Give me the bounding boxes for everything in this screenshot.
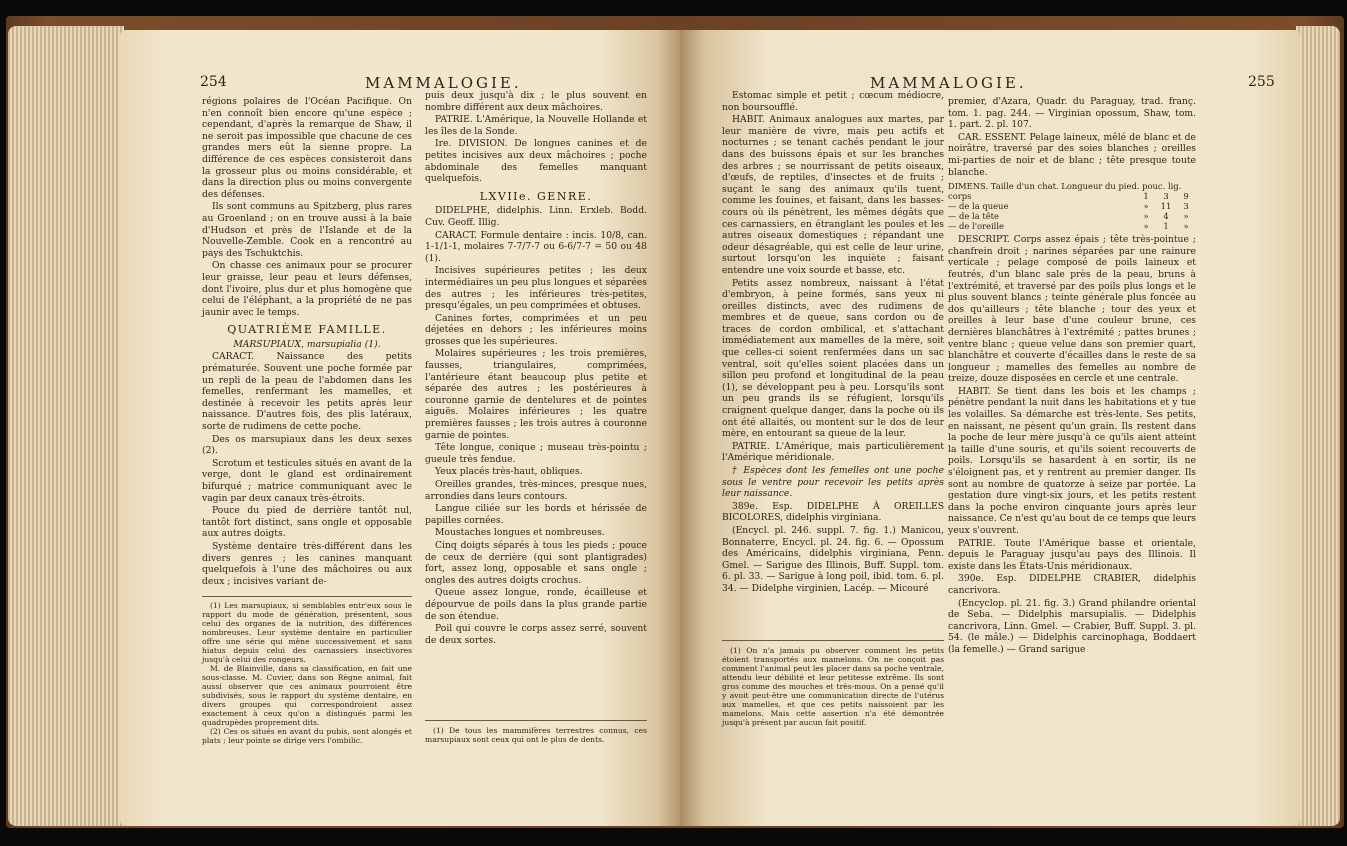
paragraph: CAR. ESSENT. Pelage laineux, mêlé de blanc et de noirâtre, traversé par des soies blanches ; oreilles mi-parties de noir et de blanc ; tête presque toute blanche.	[948, 131, 1196, 178]
left-col-1-footnotes	[202, 601, 412, 745]
paragraph: Molaires supérieures ; les trois premières, fausses, triangulaires, comprimées, l'antérieure étant beaucoup plus petite et séparée des autres ; les postérieures à couronne garnie de dentelures et de pointes aiguës. Molaires inférieures ; les quatre premières fausses ; les trois autres à couronne garnie de pointes.	[425, 348, 647, 441]
left-page-number: 254	[200, 74, 227, 90]
paragraph: Système dentaire très-différent dans les divers genres ; les canines manquant quelquefois à l'une des mâchoires ou aux deux ; incisives variant de-	[202, 540, 412, 587]
family-heading: QUATRIÈME FAMILLE.	[227, 323, 387, 337]
dimensions-table	[948, 181, 1196, 231]
footnote-rule	[202, 596, 412, 597]
right-col-1-footnotes	[722, 646, 944, 727]
paragraph: † Espèces dont les femelles ont une poche sous le ventre pour recevoir les petits après leur naissance.	[722, 465, 944, 500]
paragraph: CARACT. Naissance des petits prématurée. Souvent une poche formée par un repli de la peau de l'abdomen dans les femelles, renfermant les mamelles, et destinée à recevoir les petits après leur naissance. D'autres fois, des plis latéraux, sorte de rudimens de cette poche.	[202, 351, 412, 433]
paragraph: DIDELPHE, didelphis. Linn. Erxleb. Bodd. Cuv. Geoff. Illig.	[425, 205, 647, 228]
paragraph: Oreilles grandes, très-minces, presque nues, arrondies dans leurs contours.	[425, 479, 647, 502]
right-page	[680, 30, 1300, 826]
paragraph: Moustaches longues et nombreuses.	[435, 527, 605, 539]
paragraph: Canines fortes, comprimées et un peu déjetées en dehors ; les inférieures moins grosses que les supérieures.	[425, 312, 647, 347]
footnote: (2) Ces os situés en avant du pubis, sont alongés et plats ; leur pointe se dirige vers l'ombilic.	[202, 727, 412, 745]
paragraph: Poil qui couvre le corps assez serré, souvent de deux sortes.	[425, 623, 647, 646]
dimensions-title: DIMENS. Taille d'un chat. Longueur du pied. pouc. lig.	[948, 181, 1182, 192]
paragraph: Des os marsupiaux dans les deux sexes (2).	[202, 433, 412, 457]
dimensions-row: — de la queue » 11 3	[948, 201, 1189, 212]
paragraph: Scrotum et testicules situés en avant de la verge, dont le gland est ordinairement bifurqué ; matrice communiquant avec le vagin par deux canaux très-étroits.	[202, 457, 412, 504]
species-heading: 389e. Esp. DIDELPHE À OREILLES BICOLORES, didelphis virginiana.	[722, 500, 944, 524]
paragraph: premier, d'Azara, Quadr. du Paraguay, trad. franç. tom. 1. pag. 244. — Virginian opossum, Shaw, tom. 1. part. 2. pl. 107.	[948, 96, 1196, 131]
paragraph: PATRIE. L'Amérique, mais particulièrement l'Amérique méridionale.	[722, 440, 944, 464]
paragraph: Pouce du pied de derrière tantôt nul, tantôt fort distinct, sans ongle et opposable aux autres doigts.	[202, 505, 412, 540]
paragraph: Petits assez nombreux, naissant à l'état d'embryon, à peine formés, sans yeux ni oreilles distincts, avec des rudimens de membres et de queue, sans cordon ou de traces de cordon ombilical, et s'attachant immédiatement aux mamelles de la mère, soit que celles-ci soient renfermées dans un sac ventral, soit qu'elles soient placées dans un sillon peu profond et longitudinal de la peau (1), se développant peu à peu. Lorsqu'ils sont un peu grands ils se réfugient, lorsqu'ils craignent quelque danger, dans la poche où ils ont été allaités, ou montent sur le dos de leur mère, en entourant sa queue de la leur.	[722, 277, 944, 440]
paragraph: régions polaires de l'Océan Pacifique. On n'en connoît bien encore qu'une espèce ; cependant, d'après la remarque de Shaw, il ne seroit pas impossible que chacune de ces grandes mers eût la sienne propre. La différence de ces espèces consisteroit dans la grosseur plus ou moins considérable, et dans la direction plus ou moins convergente des défenses.	[202, 96, 412, 200]
paragraph: HABIT. Se tient dans les bois et les champs ; pénètre pendant la nuit dans les habitations et y tue les volailles. Sa démarche est très-lente. Ses petits, en naissant, ne pèsent qu'un grain. Ils restent dans la poche de leur mère jusqu'à ce qu'ils aient atteint la taille d'une souris, et qu'ils soient recouverts de poils. Lorsqu'ils se hasardent à en sortir, ils ne s'éloignent pas, et y rentrent au premier danger. Ils sont au nombre de quatorze à seize par portée. La gestation dure vingt-six jours, et les petits restent dans la poche environ cinquante jours après leur naissance. Ce n'est qu'au bout de ce temps que leurs yeux s'ouvrent.	[948, 385, 1196, 536]
genus-heading: LXVIIe. GENRE.	[479, 189, 593, 203]
dimensions-row: — de la tête » 4 »	[948, 211, 1189, 222]
paragraph: Ire. DIVISION. De longues canines et de petites incisives aux deux mâchoires ; poche abdominale des femelles manquant quelquefois.	[425, 138, 647, 185]
paragraph: On chasse ces animaux pour se procurer leur graisse, leur peau et leurs défenses, dont l'ivoire, plus dur et plus homogène que celui de l'éléphant, a la propriété de ne pas jaunir avec le temps.	[202, 260, 412, 318]
paragraph: PATRIE. Toute l'Amérique basse et orientale, depuis le Paraguay jusqu'au pays des Illinois. Il existe dans les États-Unis méridionaux.	[948, 537, 1196, 572]
paragraph: Ils sont communs au Spitzberg, plus rares au Groenland ; on en trouve aussi à la baie d'Hudson et près de l'Islande et de la Nouvelle-Zemble. Cook en a rencontré au pays des Tschuktchis.	[202, 201, 412, 259]
paragraph: Cinq doigts séparés à tous les pieds ; pouce de ceux de derrière (qui sont plantigrades) fort, assez long, opposable et sans ongle ; ongles des autres doigts crochus.	[425, 539, 647, 586]
paragraph: Incisives supérieures petites ; les deux intermédiaires un peu plus longues et séparées des autres ; les inférieures très-petites, presqu'égales, un peu comprimées et obtuses.	[425, 265, 647, 312]
paragraph: Estomac simple et petit ; cœcum médiocre, non boursoufflé.	[722, 90, 944, 113]
footnote: (1) De tous les mammifères terrestres connus, ces marsupiaux sont ceux qui ont le plus de dents.	[425, 726, 647, 744]
left-page-header: MAMMALOGIE.	[365, 74, 522, 92]
paragraph: HABIT. Animaux analogues aux martes, par leur manière de vivre, mais peu actifs et nocturnes ; se tenant cachés pendant le jour dans des buissons épais et sur les branches des arbres ; se nourrissant de petits oiseaux, d'œufs, de reptiles, d'insectes et de fruits ; suçant le sang des animaux qu'ils tuent, comme les fouines, et faisant, dans les basses-cours où ils pénètrent, les mêmes dégâts que ces carnassiers, en étranglant les poules et les autres oiseaux domestiques ; répandant une odeur désagréable, qui est celle de leur urine, surtout lorsqu'on les inquiète ; faisant entendre une voix sourde et basse, etc.	[722, 114, 944, 276]
paragraph: Yeux placés très-haut, obliques.	[435, 466, 583, 478]
paragraph: PATRIE. L'Amérique, la Nouvelle Hollande et les îles de la Sonde.	[425, 114, 647, 137]
right-col-1	[722, 90, 944, 596]
species-heading: 390e. Esp. DIDELPHE CRABIER, didelphis cancrivora.	[948, 573, 1196, 596]
left-page	[120, 30, 680, 826]
footnote-rule	[425, 720, 647, 721]
paragraph: DESCRIPT. Corps assez épais ; tête très-pointue ; chanfrein droit ; narines séparées par une rainure verticale ; pelage composé de poils laineux et feutrés, d'un blanc sale près de la peau, bruns à l'extrémité, et traversé par des poils plus longs et le plus souvent blancs ; teinte générale plus foncée au dos qu'ailleurs ; tête blanche ; tour des yeux et oreilles à leur base d'une couleur brune, ces dernières blanchâtres à l'extrémité ; pattes brunes ; ventre blanc ; queue velue dans son premier quart, blanchâtre et couverte d'écailles dans le reste de sa longueur ; mamelles des femelles au nombre de treize, douze disposées en cercle et une centrale.	[948, 234, 1196, 385]
footnote: M. de Blainville, dans sa classification, en fait une sous-classe. M. Cuvier, dans son Règne animal, fait aussi observer que ces animaux pourroient être subdivisés, sous le rapport du système dentaire, en divers groupes qui correspondroient assez exactement à ceux qu'on a distingués parmi les quadrupèdes proprement dits.	[202, 664, 412, 727]
left-page-edges	[8, 26, 124, 826]
left-col-1	[202, 96, 412, 588]
left-col-2-footnotes	[425, 726, 647, 744]
footnote-rule	[722, 640, 944, 641]
paragraph: Langue ciliée sur les bords et hérissée de papilles cornées.	[425, 503, 647, 526]
footnote: (1) Les marsupiaux, si semblables entr'eux sous le rapport du mode de génération, présentent, sous celui des organes de la nutrition, des différences nombreuses. Leur système dentaire en particulier offre une série qui mène successivement et sans hiatus depuis celui des carnassiers insectivores jusqu'à celui des rongeurs.	[202, 601, 412, 664]
family-subheading: MARSUPIAUX, marsupialia (1).	[233, 338, 381, 350]
left-col-2	[425, 90, 647, 647]
right-page-edges	[1296, 26, 1340, 826]
paragraph: Tête longue, conique ; museau très-pointu ; gueule très fendue.	[425, 442, 647, 465]
paragraph: CARACT. Formule dentaire : incis. 10/8, can. 1-1/1-1, molaires 7-7/7-7 ou 6-6/7-7 = 50 ou 48 (1).	[425, 229, 647, 264]
right-col-2	[926, 96, 1196, 657]
paragraph: puis deux jusqu'à dix ; le plus souvent en nombre différent aux deux mâchoires.	[425, 90, 647, 113]
paragraph: (Encycl. pl. 246. suppl. 7. fig. 1.) Manicou, Bonnaterre, Encycl. pl. 24. fig. 6. — Opossum des Américains, didelphis virginiana, Penn. Gmel. — Sarigue des Illinois, Buff. Suppl. tom. 6. pl. 33. — Sarigue à long poil, ibid. tom. 6. pl. 34. — Didelphe virginien, Lacép. — Micouré	[722, 524, 944, 594]
footnote: (1) On n'a jamais pu observer comment les petits étoient transportés aux mamelons. On ne conçoit pas comment l'animal peut les placer dans sa poche ventrale, attendu leur débilité et leur petitesse extrême. Ils sont gros comme des mouches et très-mous. On a pensé qu'il y avoit peut-être une communication directe de l'utérus aux mamelles, et que ces petits naissoient par les mamelons. Mais cette assertion n'a été démontrée jusqu'à présent par aucun fait positif.	[722, 646, 944, 727]
dimensions-row: corps 1 3 9	[948, 191, 1189, 202]
paragraph: Queue assez longue, ronde, écailleuse et dépourvue de poils dans la plus grande partie de son étendue.	[425, 587, 647, 622]
dimensions-row: — de l'oreille » 1 »	[948, 221, 1189, 232]
right-page-number: 255	[1248, 74, 1275, 90]
paragraph: (Encyclop. pl. 21. fig. 3.) Grand philandre oriental de Seba. — Didelphis marsupialis. — Didelphis cancrivora, Linn. Gmel. — Crabier, Buff. Suppl. 3. pl. 54. (le mâle.) — Didelphis carcinophaga, Boddaert (la femelle.) — Grand sarigue	[948, 597, 1196, 655]
right-page-header: MAMMALOGIE.	[870, 74, 1027, 92]
